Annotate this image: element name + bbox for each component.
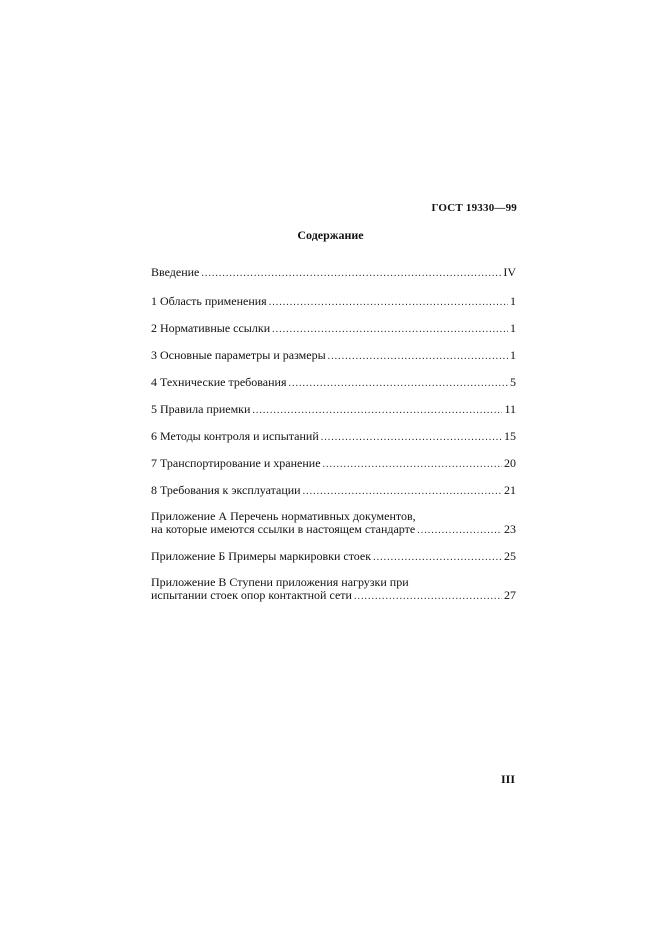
toc-page-number: 1: [510, 348, 516, 362]
dot-leader: [269, 295, 508, 309]
toc-entry-technical-requirements[interactable]: [151, 376, 516, 390]
toc-entry-appendix-b[interactable]: [151, 550, 516, 564]
page-number: III: [500, 772, 515, 786]
toc-entry-label: 6 Методы контроля и испытаний: [151, 429, 319, 443]
toc-entry-label: испытании стоек опор контактной сети: [151, 588, 352, 602]
dot-leader: [373, 550, 502, 564]
toc-entry-label: 5 Правила приемки: [151, 402, 251, 416]
toc-entry-label: на которые имеются ссылки в настоящем стандарте: [151, 522, 416, 536]
toc-entry-introduction[interactable]: [151, 266, 516, 280]
toc-entry-label: 1 Область применения: [151, 294, 267, 308]
toc-page-number: 27: [504, 588, 516, 602]
toc-entry-appendix-v[interactable]: [151, 576, 516, 603]
toc-page-number: 15: [504, 429, 516, 443]
toc-entry-label: 8 Требования к эксплуатации: [151, 483, 301, 497]
toc-entry-label: Введение: [151, 265, 200, 279]
toc-entry-label: 4 Технические требования: [151, 375, 287, 389]
toc-page-number: 23: [504, 522, 516, 536]
toc-page-number: 5: [510, 375, 516, 389]
dot-leader: [354, 589, 502, 603]
dot-leader: [201, 266, 501, 280]
toc-entry-transportation[interactable]: [151, 457, 516, 471]
toc-entry-acceptance-rules[interactable]: [151, 403, 516, 417]
toc-entry-label-line-1: Приложение А Перечень нормативных документов,: [151, 509, 416, 523]
toc-entry-operation-requirements[interactable]: [151, 484, 516, 498]
toc-entry-scope[interactable]: [151, 295, 516, 309]
dot-leader: [303, 484, 502, 498]
toc-entry-label: 3 Основные параметры и размеры: [151, 348, 326, 362]
toc-entry-normative-references[interactable]: [151, 322, 516, 336]
dot-leader: [328, 349, 508, 363]
toc-entry-label-line-1: Приложение В Ступени приложения нагрузки при: [151, 575, 409, 589]
dot-leader: [252, 403, 502, 417]
toc-entry-label: Приложение Б Примеры маркировки стоек: [151, 549, 372, 563]
toc-entry-label: 7 Транспортирование и хранение: [151, 456, 321, 470]
dot-leader: [272, 322, 508, 336]
toc-title: Содержание: [297, 228, 364, 242]
toc-entry-label: 2 Нормативные ссылки: [151, 321, 271, 335]
toc-entry-basic-parameters[interactable]: [151, 349, 516, 363]
dot-leader: [417, 523, 502, 537]
toc-page-number: 20: [504, 456, 516, 470]
toc-entry-test-methods[interactable]: [151, 430, 516, 444]
toc-page-number: 21: [504, 483, 516, 497]
toc-page-number: 11: [504, 402, 516, 416]
toc-page-number: 1: [510, 294, 516, 308]
toc-page-number: 1: [510, 321, 516, 335]
document-code: ГОСТ 19330—99: [431, 202, 517, 214]
dot-leader: [323, 457, 502, 471]
toc-page-number: IV: [503, 265, 516, 279]
dot-leader: [321, 430, 502, 444]
toc-page-number: 25: [504, 549, 516, 563]
toc-entry-appendix-a[interactable]: [151, 510, 516, 537]
dot-leader: [288, 376, 508, 390]
